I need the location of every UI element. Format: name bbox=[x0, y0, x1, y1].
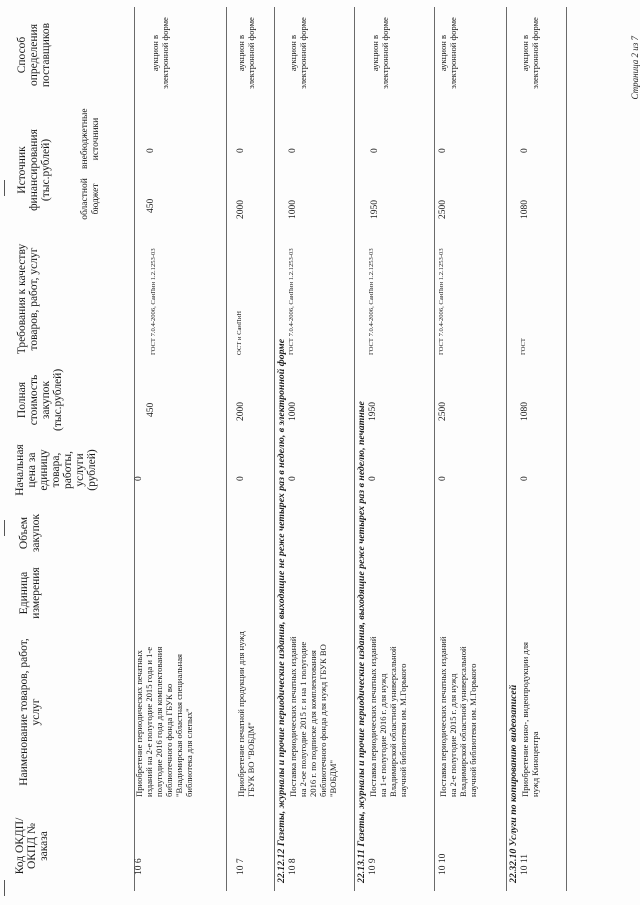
row-code: 10 8 bbox=[288, 858, 298, 875]
row-regional: 2000 bbox=[236, 200, 246, 219]
row-code: 10 11 bbox=[520, 853, 530, 875]
header-funding: Источник финансирования (тыс.рублей) bbox=[16, 129, 52, 211]
row-code: 10 7 bbox=[236, 858, 246, 875]
row-total: 1000 bbox=[288, 402, 298, 421]
section-heading: 22.32.10 Услуги по копированию видеозаписей bbox=[508, 684, 519, 883]
row-price: 0 bbox=[520, 476, 530, 481]
row-price: 0 bbox=[134, 476, 144, 481]
row-requirements: ГОСТ 7.0.4-2006, СанПин 1.2.1253-03 bbox=[438, 248, 445, 355]
row-price: 0 bbox=[288, 476, 298, 481]
row-price: 0 bbox=[368, 476, 378, 481]
section-heading: 22.12.12 Газеты, журналы и прочие периодические издания, выходящие не реже четырех раз в неделю, в электронной форме bbox=[276, 338, 287, 883]
header-funding-extra: внебюджетные источники bbox=[80, 108, 101, 169]
row-requirements: ГОСТ 7.0.4-2006, СанПин 1.2.1253-03 bbox=[368, 248, 375, 355]
row-rule bbox=[274, 7, 275, 891]
row-method: аукцион в электронной форме bbox=[150, 17, 170, 89]
row-method: аукцион в электронной форме bbox=[520, 17, 540, 89]
row-regional: 1950 bbox=[370, 200, 380, 219]
row-price: 0 bbox=[438, 476, 448, 481]
row-regional: 1080 bbox=[520, 200, 530, 219]
header-funding-regional: областной бюджет bbox=[80, 178, 101, 220]
header-price: Начальная цена за единицу товара, работы, услуги (рублей) bbox=[14, 444, 98, 496]
row-name: Поставка периодических печатных изданий на 2-е полугодие 2015 г. для нужд Владимирской областной универсальной научной библиотеки им. М.Горького bbox=[438, 636, 478, 797]
row-requirements: ГОСТ bbox=[520, 338, 527, 355]
header-volume: Объем закупок bbox=[18, 513, 42, 553]
header-code: Код ОКДП/ ОКПД № заказа bbox=[14, 817, 50, 875]
row-code: 10 9 bbox=[368, 858, 378, 875]
row-regional: 1000 bbox=[288, 200, 298, 219]
row-extra: 0 bbox=[236, 148, 246, 153]
row-method: аукцион в электронной форме bbox=[370, 17, 390, 89]
row-name: Поставка периодических печатных изданий на 2-ое полугодие 2015 г. и на 1 полугодие 2016 г. по подписке для комплектования библиотечного фонда для нужд ГБУК ВО "ВОБДМ" bbox=[288, 636, 338, 797]
header-name: Наименование товаров, работ, услуг bbox=[18, 638, 42, 786]
row-extra: 0 bbox=[288, 148, 298, 153]
header-unit: Единица измерения bbox=[18, 567, 42, 619]
row-name: Приобретение кино-, видеопродукции для нужд Киноцентра bbox=[520, 642, 540, 797]
row-extra: 0 bbox=[520, 148, 530, 153]
header-requirements: Требования к качеству товаров, работ, услуг bbox=[16, 243, 40, 355]
row-name: Поставка периодических печатных изданий на 1-е полугодие 2016 г. для нужд Владимирской областной универсальной научной библиотеки им. М.Горького bbox=[368, 636, 408, 797]
row-total: 2000 bbox=[236, 402, 246, 421]
header-method: Способ определения поставщиков bbox=[16, 22, 52, 88]
row-regional: 450 bbox=[146, 198, 156, 213]
row-rule bbox=[566, 7, 567, 891]
row-method: аукцион в электронной форме bbox=[236, 17, 256, 89]
row-regional: 2500 bbox=[438, 200, 448, 219]
row-requirements: ОСТ и СанПиН bbox=[236, 311, 243, 355]
row-requirements: ГОСТ 7.0.4-2006, СанПин 1.2.1253-03 bbox=[288, 248, 295, 355]
row-method: аукцион в электронной форме bbox=[288, 17, 308, 89]
row-extra: 0 bbox=[146, 148, 156, 153]
row-extra: 0 bbox=[370, 148, 380, 153]
row-total: 450 bbox=[146, 402, 156, 417]
row-total: 1080 bbox=[520, 402, 530, 421]
row-rule bbox=[434, 7, 435, 891]
row-code: 10 10 bbox=[438, 853, 448, 875]
page-number: Страница 2 из 7 bbox=[630, 36, 640, 100]
row-total: 2500 bbox=[438, 402, 448, 421]
row-rule bbox=[506, 7, 507, 891]
row-name: Приобретение периодических печатных изданий на 2-е полугодие 2015 года и 1-е полугодие 2016 года для комплектования библиотечного фонда ГБУК во "Владимирская областная специальная библиотека для слепых" bbox=[134, 646, 194, 797]
row-total: 1950 bbox=[368, 402, 378, 421]
row-price: 0 bbox=[236, 476, 246, 481]
row-method: аукцион в электронной форме bbox=[438, 17, 458, 89]
row-requirements: ГОСТ 7.0.4-2006, СанПин 1.2.1253-03 bbox=[150, 248, 157, 355]
row-code: 10 6 bbox=[134, 858, 144, 875]
header-total: Полная стоимость закупок (тыс.рублей) bbox=[16, 368, 64, 431]
row-rule bbox=[226, 7, 227, 891]
section-heading: 22.13.11 Газеты, журналы и прочие периодические издания, выходящие реже четырех раз в неделю, печатные bbox=[356, 401, 367, 883]
row-name: Приобретение печатной продукции для нужд ГБУК ВО "ВОБДМ" bbox=[236, 631, 256, 797]
row-rule bbox=[354, 7, 355, 891]
row-extra: 0 bbox=[438, 148, 448, 153]
